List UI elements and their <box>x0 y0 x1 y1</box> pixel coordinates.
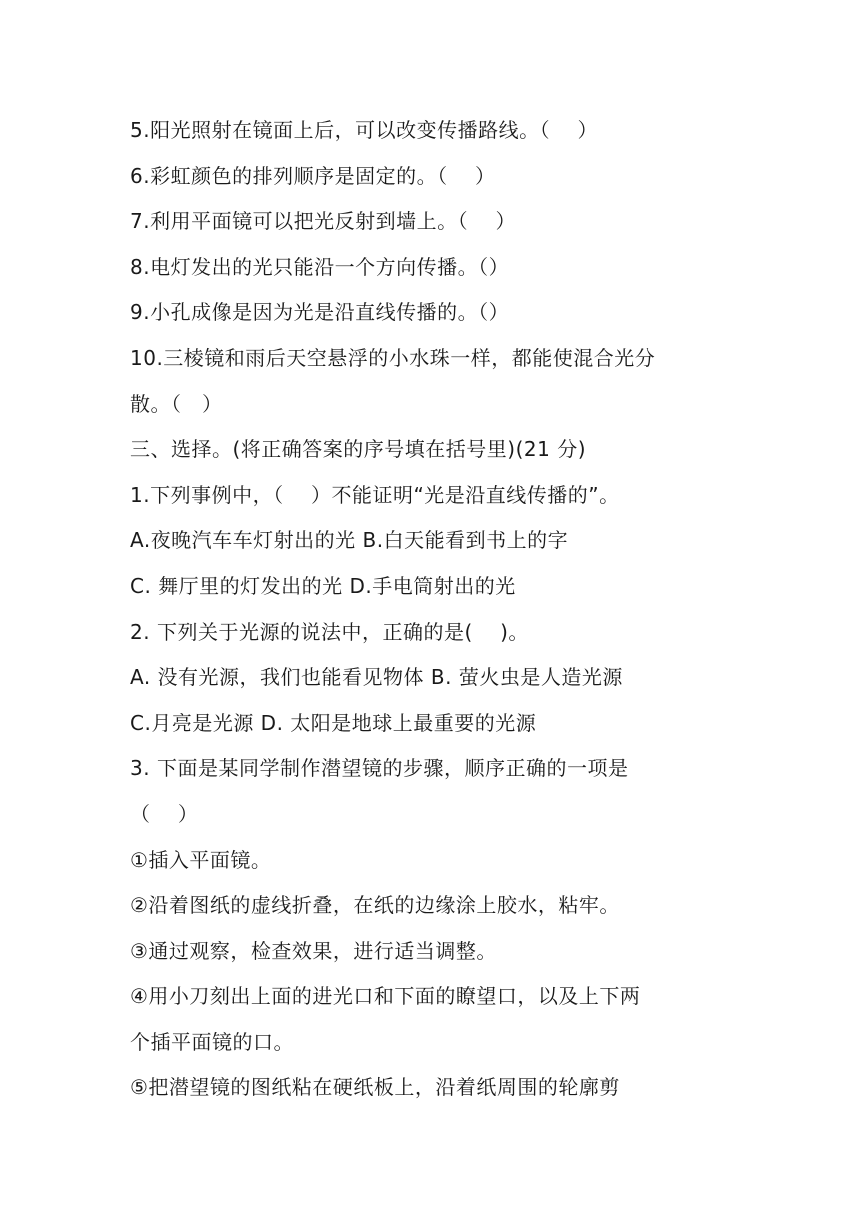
question-choice-1: 1.下列事例中，（ ）不能证明“光是沿直线传播的”。 <box>130 482 620 507</box>
document-body <box>130 108 730 1111</box>
section-heading-choice: 三、选择。(将正确答案的序号填在括号里)(21 分) <box>130 437 587 462</box>
question-judge-8: 8.电灯发出的光只能沿一个方向传播。（） <box>130 254 510 279</box>
question-judge-10: 10.三棱镜和雨后天空悬浮的小水珠一样，都能使混合光分 <box>130 345 656 370</box>
step-3: ③通过观察，检查效果，进行适当调整。 <box>130 938 497 963</box>
choice-1-options-ab: A.夜晚汽车车灯射出的光 B.白天能看到书上的字 <box>130 528 569 553</box>
question-judge-9: 9.小孔成像是因为光是沿直线传播的。（） <box>130 300 510 325</box>
question-choice-2: 2. 下列关于光源的说法中，正确的是( )。 <box>130 619 529 644</box>
question-choice-3: 3. 下面是某同学制作潜望镜的步骤，顺序正确的一项是 <box>130 756 629 781</box>
step-4: ④用小刀刻出上面的进光口和下面的瞭望口，以及上下两 <box>130 984 641 1009</box>
choice-2-options-cd: C.月亮是光源 D. 太阳是地球上最重要的光源 <box>130 710 537 735</box>
step-1: ①插入平面镜。 <box>130 847 272 872</box>
choice-1-options-cd: C. 舞厅里的灯发出的光 D.手电筒射出的光 <box>130 573 516 598</box>
step-2: ②沿着图纸的虚线折叠，在纸的边缘涂上胶水，粘牢。 <box>130 893 620 918</box>
question-choice-3-blank: （ ） <box>130 801 199 826</box>
question-judge-6: 6.彩虹颜色的排列顺序是固定的。（ ） <box>130 163 496 188</box>
question-judge-10-cont: 散。（ ） <box>130 391 223 416</box>
question-judge-5: 5.阳光照射在镜面上后，可以改变传播路线。（ ） <box>130 118 598 142</box>
step-5: ⑤把潜望镜的图纸粘在硬纸板上，沿着纸周围的轮廓剪 <box>130 1075 620 1100</box>
question-judge-7: 7.利用平面镜可以把光反射到墙上。（ ） <box>130 209 516 234</box>
choice-2-options-ab: A. 没有光源，我们也能看见物体 B. 萤火虫是人造光源 <box>130 665 623 690</box>
step-4-cont: 个插平面镜的口。 <box>130 1029 294 1054</box>
